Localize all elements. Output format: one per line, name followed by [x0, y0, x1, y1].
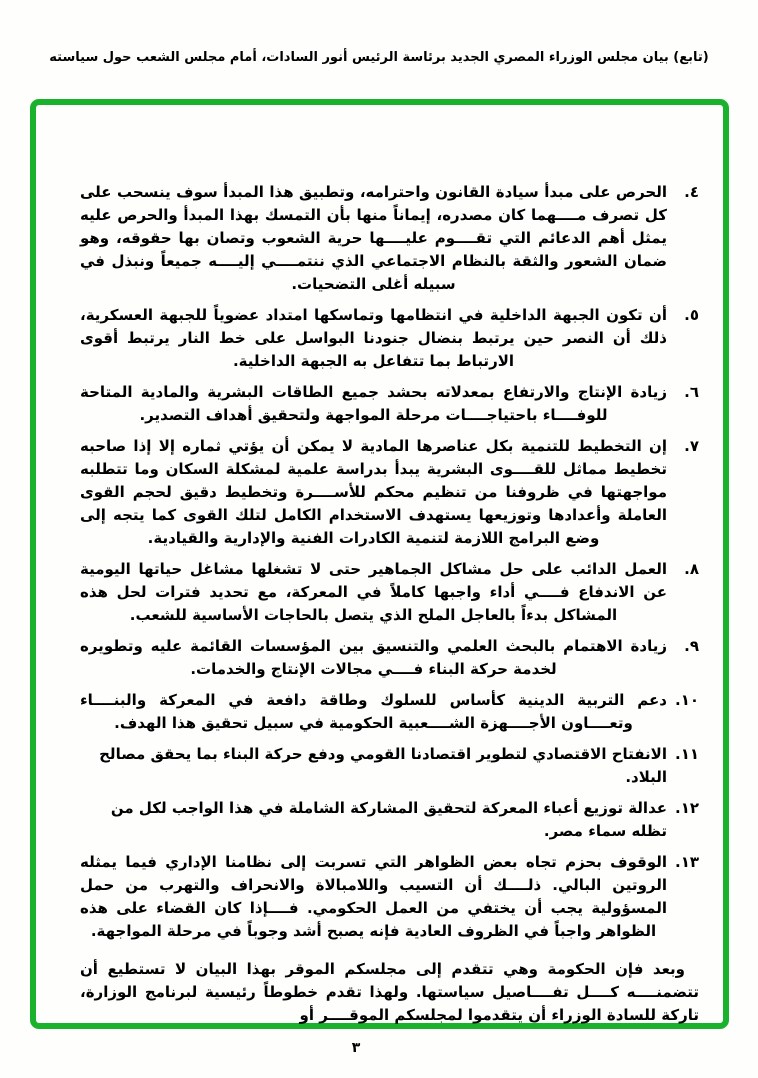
statement-item-9	[80, 635, 699, 681]
item-number: ١٢.	[674, 799, 699, 817]
item-number: ٤.	[684, 183, 699, 201]
statement-item-6	[80, 381, 699, 427]
statement-item-11	[80, 743, 699, 789]
statement-item-13	[80, 851, 699, 943]
item-number: ١٣.	[674, 853, 699, 871]
document-header-title: (تابع) بيان مجلس الوزراء المصري الجديد برئاسة الرئيس أنور السادات، أمام مجلس الشعب حول سياسته	[49, 50, 709, 65]
item-number: ٨.	[684, 560, 699, 578]
item-text: الحرص على مبدأ سيادة القانون واحترامه، وتطبيق هذا المبدأ سوف ينسحب على كل تصرف مــــهما كان مصدره، إيماناً منها بأن التمسك بهذا المبدأ والحرص عليه يمثل أهم الدعائم التي تقــــوم عليــــها حرية الشعوب وتصان بها حقوقه، وهو ضمان الشعور والثقة بالنظام الاجتماعي الذي ننتمــــي إليــــه جميعاً ونبذل في سبيله أغلى التضحيات.	[80, 183, 667, 293]
page-number: ٣	[351, 1040, 361, 1056]
statement-item-12	[80, 797, 699, 843]
item-text: دعم التربية الدينية كأساس للسلوك وطاقة دافعة في المعركة والبنــــاء وتعــــاون الأجــــهزة الشــــعبية الحكومية في سبيل تحقيق هذا الهدف.	[80, 691, 667, 732]
statement-item-8	[80, 558, 699, 627]
item-text: أن تكون الجبهة الداخلية في انتظامها وتماسكها امتداد عضوياً للجبهة العسكرية، ذلك أن النصر حين يرتبط بنضال جنودنا البواسل على خط النار يرتبط أقوى الارتباط بما تتفاعل به الجبهة الداخلية.	[80, 306, 667, 370]
item-text: عدالة توزيع أعباء المعركة لتحقيق المشاركة الشاملة في هذا الواجب لكل من تظله سماء مصر.	[110, 799, 667, 840]
item-number: ١١.	[674, 745, 699, 763]
item-text: الانفتاح الاقتصادي لتطوير اقتصادنا القومي ودفع حركة البناء بما يحقق مصالح البلاد.	[99, 745, 667, 786]
item-number: ٦.	[684, 383, 699, 401]
item-text: إن التخطيط للتنمية بكل عناصرها المادية لا يمكن أن يؤتي ثماره إلا إذا صاحبه تخطيط مماثل للقــــوى البشرية يبدأ بدراسة علمية لمشكلة السكان وما تتطلبه مواجهتها في ظروفنا من تنظيم محكم للأســــرة وتخطيط دقيق لحجم القوى العاملة وأعدادها وتوزيعها يستهدف الاستخدام الكامل لتلك القوى كما يتجه إلى وضع البرامج اللازمة لتنمية الكادرات الفنية والإدارية والقيادية.	[80, 437, 667, 547]
item-number: ٥.	[684, 306, 699, 324]
statement-item-4	[80, 181, 699, 296]
item-number: ١٠.	[674, 691, 699, 709]
item-text: الوقوف بحزم تجاه بعض الظواهر التي تسربت إلى نظامنا الإداري فيما يمثله الروتين البالي. ذلــــك أن التسيب واللامبالاة والانحراف والتهرب من حمل المسؤولية يجب أن يختفي من العمل الحكومي. فــــإذا كان القضاء على هذه الظواهر واجباً في الظروف العادية فإنه يصبح أشد وجوباً في مرحلة المواجهة.	[80, 853, 667, 940]
item-text: زيادة الإنتاج والارتفاع بمعدلاته بحشد جميع الطاقات البشرية والمادية المتاحة للوفــــاء باحتياجــــات مرحلة المواجهة ولتحقيق أهداف التصدير.	[80, 383, 667, 424]
statement-item-10	[80, 689, 699, 735]
green-border-frame	[30, 99, 729, 1029]
item-number: ٧.	[684, 437, 699, 455]
statement-item-5	[80, 304, 699, 373]
item-text: زيادة الاهتمام بالبحث العلمي والتنسيق بين المؤسسات القائمة عليه وتطويره لخدمة حركة البناء فــــي مجالات الإنتاج والخدمات.	[80, 637, 667, 678]
item-number: ٩.	[684, 637, 699, 655]
closing-paragraph: وبعد فإن الحكومة وهي تتقدم إلى مجلسكم الموقر بهذا البيان لا تستطيع أن تتضمنــــه كــــل تفــــاصيل سياستها. ولهذا تقدم خطوطاً رئيسية لبرنامج الوزارة، تاركة للسادة الوزراء أن يتقدموا لمجلسكم الموقــــر أو	[80, 960, 699, 1024]
statement-body	[36, 105, 723, 1027]
item-text: العمل الدائب على حل مشاكل الجماهير حتى لا تشغلها مشاغل حياتها اليومية عن الاندفاع فــــي أداء واجبها كاملاً في المعركة، مع تحديد فترات لحل هذه المشاكل بدءاً بالعاجل الملح الذي يتصل بالحاجات الأساسية للشعب.	[80, 560, 667, 624]
statement-item-7	[80, 435, 699, 550]
